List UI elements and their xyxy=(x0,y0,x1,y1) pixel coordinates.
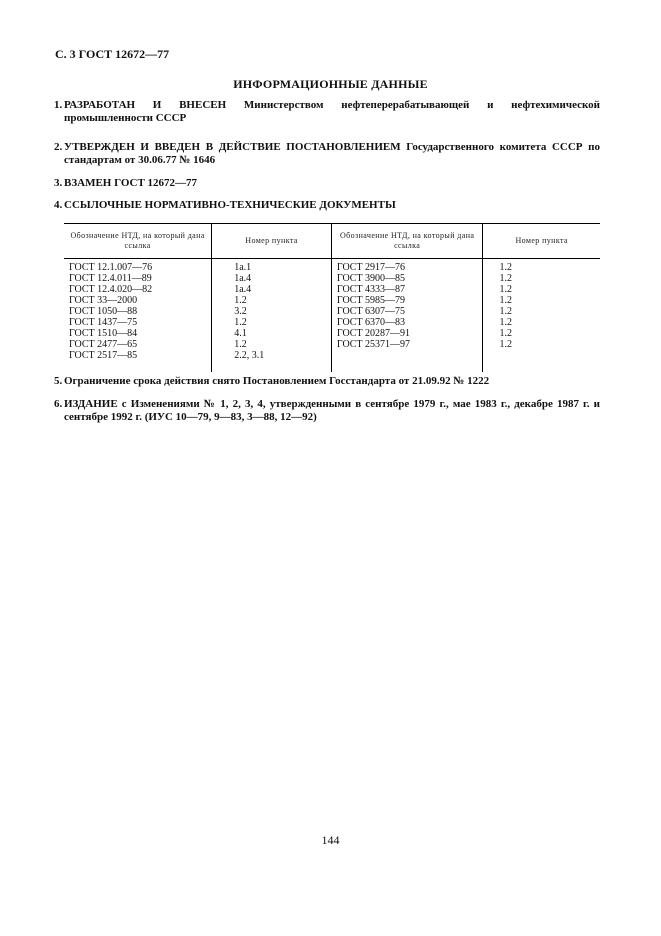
point-cell: 1.2 xyxy=(499,339,512,350)
item-text: Ограничение срока действия снято Постановлением Госстандарта от 21.09.92 № 1222 xyxy=(64,375,490,387)
table-header: Обозначение НТД, на который дана ссылка xyxy=(331,224,483,259)
table-header: Номер пункта xyxy=(483,224,600,259)
point-cell: 1.2 xyxy=(499,273,512,284)
item-number: 1. xyxy=(54,99,63,111)
item-number: 4. xyxy=(54,199,63,211)
info-item-1 xyxy=(54,99,601,125)
reference-table xyxy=(64,223,600,372)
item-number: 5. xyxy=(54,375,63,387)
item-lead: ИЗДАНИЕ xyxy=(64,398,118,410)
doc-cell: ГОСТ 25371—97 xyxy=(336,339,411,350)
item-number: 2. xyxy=(54,141,63,153)
doc-cell: ГОСТ 20287—91 xyxy=(336,328,411,339)
point-cell: 1.2 xyxy=(499,284,512,295)
point-cell: 1а.4 xyxy=(234,273,252,284)
right-points-column xyxy=(483,259,600,373)
info-item-2 xyxy=(54,141,600,167)
point-cell: 3.2 xyxy=(234,306,247,317)
point-cell: 2.2, 3.1 xyxy=(234,350,265,361)
item-number: 6. xyxy=(54,398,63,410)
doc-cell: ГОСТ 12.1.007—76 xyxy=(69,262,153,273)
item-lead: ВЗАМЕН ГОСТ 12672—77 xyxy=(64,177,198,189)
doc-cell: ГОСТ 12.4.011—89 xyxy=(69,273,152,284)
info-item-3 xyxy=(54,177,600,190)
doc-cell: ГОСТ 1437—75 xyxy=(69,317,138,328)
info-item-5 xyxy=(54,375,600,388)
item-text: Государственного комитета СССР по стандартам от 30.06.77 № 1646 xyxy=(64,141,600,166)
section-title: ИНФОРМАЦИОННЫЕ ДАННЫЕ xyxy=(233,77,428,91)
page-header: С. 3 ГОСТ 12672—77 xyxy=(55,47,170,61)
point-cell: 1а.1 xyxy=(234,262,252,273)
info-item-4 xyxy=(54,199,600,212)
item-text: с Изменениями № 1, 2, 3, 4, утвержденными в сентябре 1979 г., мае 1983 г., декабре 1987 г. и сентябре 1992 г. (ИУС 10—79, 9—83, 3—88, 12—92) xyxy=(64,398,601,423)
point-cell: 1.2 xyxy=(499,262,512,273)
item-lead: ССЫЛОЧНЫЕ НОРМАТИВНО-ТЕХНИЧЕСКИЕ ДОКУМЕНТЫ xyxy=(64,199,396,211)
doc-cell: ГОСТ 2477—65 xyxy=(69,339,138,350)
point-cell: 1.2 xyxy=(499,328,512,339)
right-docs-column xyxy=(331,259,483,373)
doc-cell: ГОСТ 2917—76 xyxy=(336,262,406,273)
item-lead: РАЗРАБОТАН И ВНЕСЕН xyxy=(64,99,227,111)
doc-cell: ГОСТ 1510—84 xyxy=(69,328,138,339)
page-number: 144 xyxy=(321,833,340,847)
doc-cell: ГОСТ 5985—79 xyxy=(336,295,406,306)
doc-cell: ГОСТ 6307—75 xyxy=(336,306,406,317)
doc-cell: ГОСТ 2517—85 xyxy=(69,350,138,361)
point-cell: 1.2 xyxy=(499,295,512,306)
table-header: Обозначение НТД, на который дана ссылка xyxy=(64,224,212,259)
point-cell: 1.2 xyxy=(234,317,247,328)
item-lead: УТВЕРЖДЕН И ВВЕДЕН В ДЕЙСТВИЕ ПОСТАНОВЛЕНИЕМ xyxy=(64,141,401,153)
table-header: Номер пункта xyxy=(212,224,332,259)
point-cell: 1.2 xyxy=(499,306,512,317)
doc-cell: ГОСТ 4333—87 xyxy=(336,284,406,295)
doc-cell: ГОСТ 3900—85 xyxy=(336,273,406,284)
item-text: Министерством нефтеперерабатывающей и нефтехимической промышленности СССР xyxy=(64,99,601,124)
point-cell: 4.1 xyxy=(234,328,247,339)
doc-cell: ГОСТ 12.4.020—82 xyxy=(69,284,153,295)
left-docs-column xyxy=(64,259,212,373)
doc-cell: ГОСТ 6370—83 xyxy=(336,317,406,328)
point-cell: 1.2 xyxy=(499,317,512,328)
info-item-6 xyxy=(54,398,601,424)
doc-cell: ГОСТ 1050—88 xyxy=(69,306,138,317)
point-cell: 1а.4 xyxy=(234,284,252,295)
item-number: 3. xyxy=(54,177,63,189)
left-points-column xyxy=(212,259,332,373)
point-cell: 1.2 xyxy=(234,295,247,306)
point-cell: 1.2 xyxy=(234,339,247,350)
doc-cell: ГОСТ 33—2000 xyxy=(69,295,138,306)
